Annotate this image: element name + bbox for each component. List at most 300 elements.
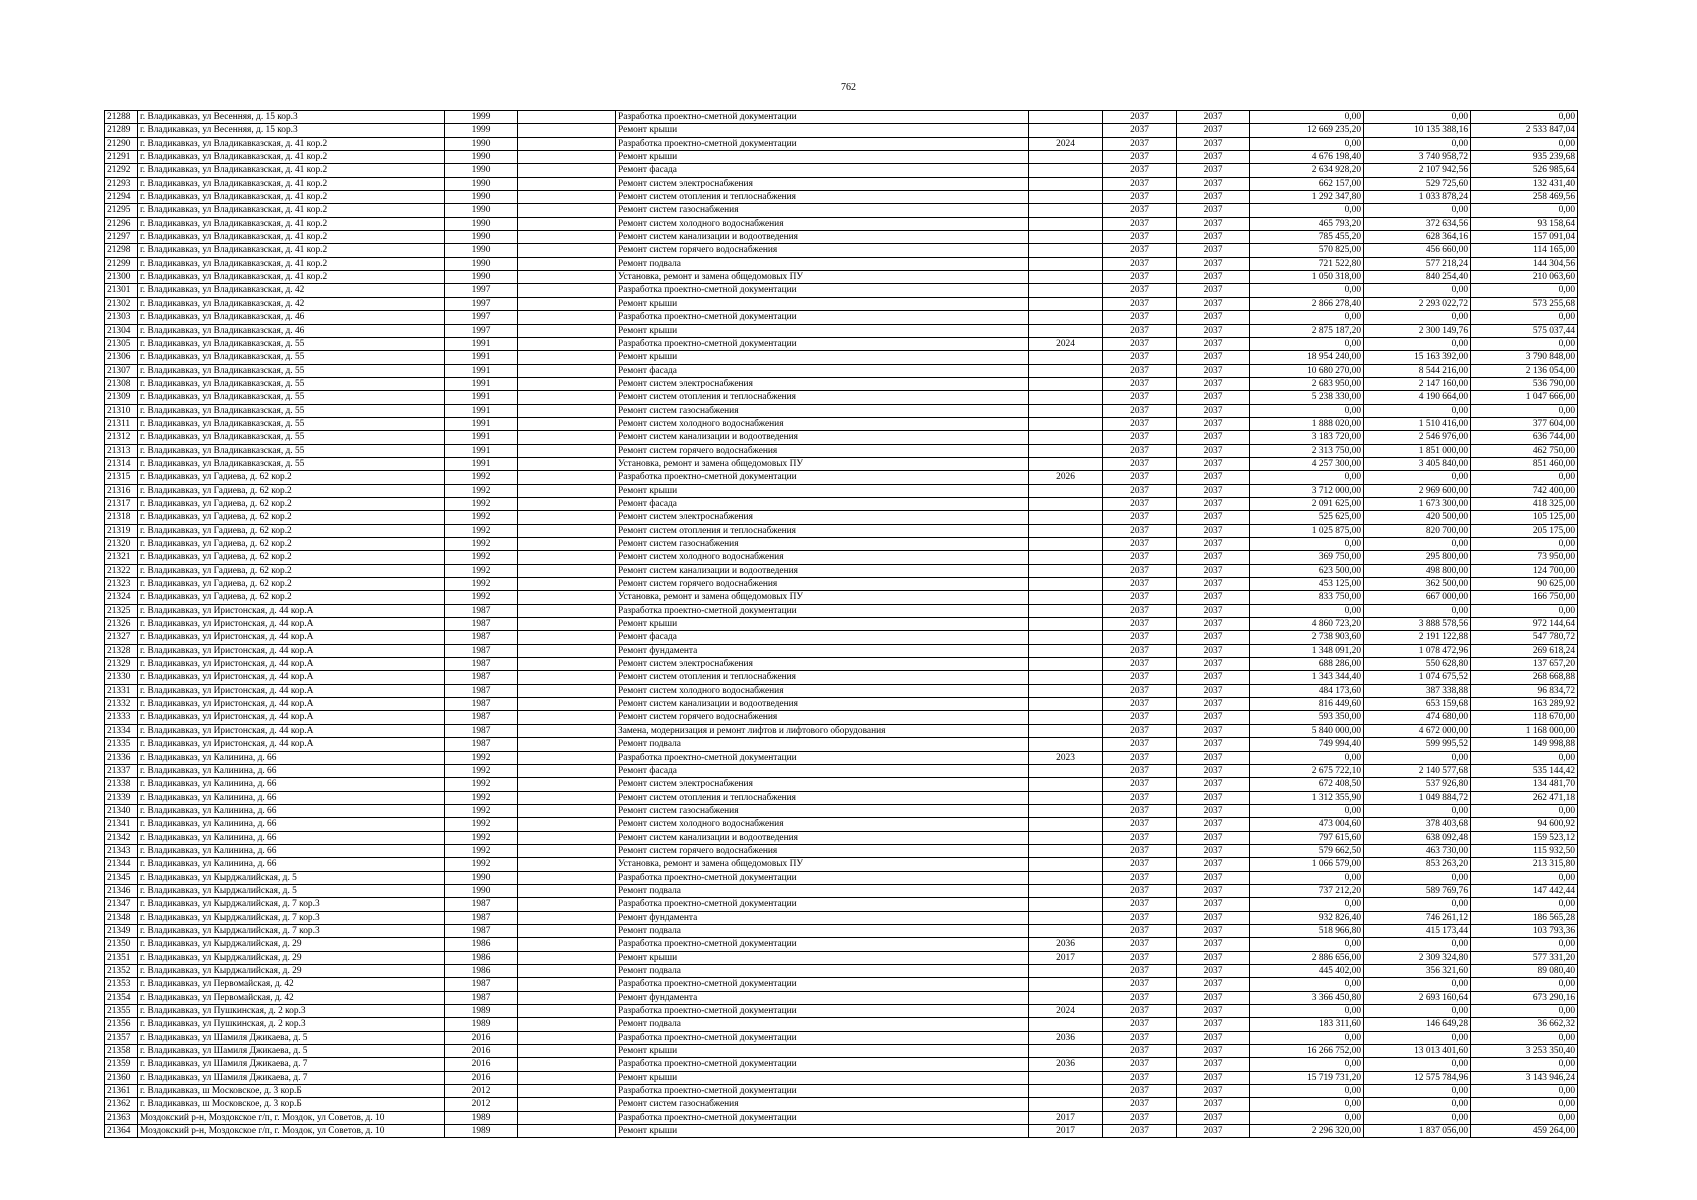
owner-share-cell: 258 469,56 <box>1471 191 1578 204</box>
work-type-cell: Разработка проектно-сметной документации <box>616 1005 1029 1018</box>
fund-share-cell: 378 403,68 <box>1364 818 1471 831</box>
table-row <box>105 431 1578 444</box>
table-row <box>105 111 1578 124</box>
end-year-cell: 2037 <box>1177 764 1250 777</box>
work-type-cell: Ремонт систем канализации и водоотведения <box>616 431 1029 444</box>
planned-year-cell <box>1029 924 1103 937</box>
owner-share-cell: 103 793,36 <box>1471 924 1578 937</box>
address-cell: г. Владикавказ, ул Владикавказская, д. 41 кор.2 <box>138 137 445 150</box>
total-cost-cell: 570 825,00 <box>1250 244 1364 257</box>
planned-year-cell <box>1029 1085 1103 1098</box>
fund-share-cell: 0,00 <box>1364 1005 1471 1018</box>
address-cell: г. Владикавказ, ул Иристонская, д. 44 кор.А <box>138 604 445 617</box>
table-row <box>105 297 1578 310</box>
work-type-cell: Разработка проектно-сметной документации <box>616 137 1029 150</box>
owner-share-cell: 0,00 <box>1471 404 1578 417</box>
address-cell: г. Владикавказ, ул Кырджалийская, д. 5 <box>138 871 445 884</box>
row-number: 21293 <box>105 177 138 190</box>
fund-share-cell: 2 693 160,64 <box>1364 991 1471 1004</box>
owner-share-cell: 166 750,00 <box>1471 591 1578 604</box>
empty-cell <box>518 698 616 711</box>
owner-share-cell: 0,00 <box>1471 871 1578 884</box>
row-number: 21301 <box>105 284 138 297</box>
row-number: 21315 <box>105 471 138 484</box>
total-cost-cell: 2 738 903,60 <box>1250 631 1364 644</box>
row-number: 21340 <box>105 804 138 817</box>
table-row <box>105 938 1578 951</box>
row-number: 21289 <box>105 124 138 137</box>
address-cell: г. Владикавказ, ул Владикавказская, д. 41 кор.2 <box>138 164 445 177</box>
start-year-cell: 2037 <box>1103 911 1177 924</box>
year-built-cell: 2016 <box>445 1031 518 1044</box>
planned-year-cell <box>1029 111 1103 124</box>
start-year-cell: 2037 <box>1103 111 1177 124</box>
empty-cell <box>518 578 616 591</box>
end-year-cell: 2037 <box>1177 151 1250 164</box>
start-year-cell: 2037 <box>1103 137 1177 150</box>
row-number: 21308 <box>105 377 138 390</box>
fund-share-cell: 8 544 216,00 <box>1364 364 1471 377</box>
address-cell: г. Владикавказ, ул Калинина, д. 66 <box>138 804 445 817</box>
table-row <box>105 364 1578 377</box>
year-built-cell: 1987 <box>445 911 518 924</box>
start-year-cell: 2037 <box>1103 858 1177 871</box>
end-year-cell: 2037 <box>1177 791 1250 804</box>
year-built-cell: 1992 <box>445 538 518 551</box>
fund-share-cell: 820 700,00 <box>1364 524 1471 537</box>
year-built-cell: 1987 <box>445 631 518 644</box>
capital-repair-table <box>104 110 1578 1138</box>
row-number: 21297 <box>105 231 138 244</box>
year-built-cell: 1986 <box>445 951 518 964</box>
start-year-cell: 2037 <box>1103 924 1177 937</box>
address-cell: г. Владикавказ, ул Иристонская, д. 44 кор.А <box>138 724 445 737</box>
empty-cell <box>518 444 616 457</box>
table-row <box>105 457 1578 470</box>
table-row <box>105 164 1578 177</box>
end-year-cell: 2037 <box>1177 177 1250 190</box>
start-year-cell: 2037 <box>1103 257 1177 270</box>
owner-share-cell: 0,00 <box>1471 111 1578 124</box>
address-cell: г. Владикавказ, ул Владикавказская, д. 55 <box>138 404 445 417</box>
end-year-cell: 2037 <box>1177 1058 1250 1071</box>
address-cell: г. Владикавказ, ул Калинина, д. 66 <box>138 778 445 791</box>
work-type-cell: Ремонт фасада <box>616 364 1029 377</box>
table-row <box>105 738 1578 751</box>
row-number: 21292 <box>105 164 138 177</box>
work-type-cell: Ремонт систем холодного водоснабжения <box>616 217 1029 230</box>
work-type-cell: Ремонт крыши <box>616 351 1029 364</box>
fund-share-cell: 474 680,00 <box>1364 711 1471 724</box>
total-cost-cell: 2 683 950,00 <box>1250 377 1364 390</box>
start-year-cell: 2037 <box>1103 1125 1177 1138</box>
address-cell: г. Владикавказ, ул Владикавказская, д. 46 <box>138 311 445 324</box>
table-row <box>105 1031 1578 1044</box>
row-number: 21319 <box>105 524 138 537</box>
table-row <box>105 244 1578 257</box>
address-cell: г. Владикавказ, ул Гадиева, д. 62 кор.2 <box>138 497 445 510</box>
row-number: 21304 <box>105 324 138 337</box>
address-cell: г. Владикавказ, ул Владикавказская, д. 41 кор.2 <box>138 151 445 164</box>
row-number: 21338 <box>105 778 138 791</box>
work-type-cell: Ремонт подвала <box>616 1018 1029 1031</box>
empty-cell <box>518 818 616 831</box>
end-year-cell: 2037 <box>1177 965 1250 978</box>
planned-year-cell <box>1029 844 1103 857</box>
table-row <box>105 257 1578 270</box>
planned-year-cell: 2017 <box>1029 1111 1103 1124</box>
table-row <box>105 497 1578 510</box>
empty-cell <box>518 511 616 524</box>
start-year-cell: 2037 <box>1103 951 1177 964</box>
total-cost-cell: 4 860 723,20 <box>1250 618 1364 631</box>
work-type-cell: Ремонт систем электроснабжения <box>616 177 1029 190</box>
address-cell: г. Владикавказ, ул Владикавказская, д. 42 <box>138 284 445 297</box>
fund-share-cell: 529 725,60 <box>1364 177 1471 190</box>
end-year-cell: 2037 <box>1177 111 1250 124</box>
start-year-cell: 2037 <box>1103 364 1177 377</box>
fund-share-cell: 0,00 <box>1364 978 1471 991</box>
row-number: 21296 <box>105 217 138 230</box>
fund-share-cell: 146 649,28 <box>1364 1018 1471 1031</box>
empty-cell <box>518 1005 616 1018</box>
year-built-cell: 1990 <box>445 204 518 217</box>
fund-share-cell: 2 546 976,00 <box>1364 431 1471 444</box>
row-number: 21349 <box>105 924 138 937</box>
empty-cell <box>518 831 616 844</box>
owner-share-cell: 268 668,88 <box>1471 671 1578 684</box>
start-year-cell: 2037 <box>1103 191 1177 204</box>
owner-share-cell: 577 331,20 <box>1471 951 1578 964</box>
empty-cell <box>518 364 616 377</box>
empty-cell <box>518 898 616 911</box>
empty-cell <box>518 684 616 697</box>
address-cell: г. Владикавказ, ул Иристонская, д. 44 кор.А <box>138 658 445 671</box>
planned-year-cell: 2024 <box>1029 137 1103 150</box>
address-cell: г. Владикавказ, ул Первомайская, д. 42 <box>138 978 445 991</box>
row-number: 21327 <box>105 631 138 644</box>
work-type-cell: Ремонт фундамента <box>616 991 1029 1004</box>
start-year-cell: 2037 <box>1103 604 1177 617</box>
empty-cell <box>518 778 616 791</box>
work-type-cell: Ремонт систем электроснабжения <box>616 778 1029 791</box>
row-number: 21309 <box>105 391 138 404</box>
fund-share-cell: 0,00 <box>1364 871 1471 884</box>
table-row <box>105 831 1578 844</box>
planned-year-cell <box>1029 738 1103 751</box>
start-year-cell: 2037 <box>1103 511 1177 524</box>
work-type-cell: Ремонт систем электроснабжения <box>616 658 1029 671</box>
planned-year-cell: 2017 <box>1029 1125 1103 1138</box>
planned-year-cell <box>1029 1098 1103 1111</box>
fund-share-cell: 0,00 <box>1364 1031 1471 1044</box>
table-row <box>105 1071 1578 1084</box>
end-year-cell: 2037 <box>1177 778 1250 791</box>
address-cell: г. Владикавказ, ул Иристонская, д. 44 кор.А <box>138 711 445 724</box>
end-year-cell: 2037 <box>1177 711 1250 724</box>
total-cost-cell: 183 311,60 <box>1250 1018 1364 1031</box>
end-year-cell: 2037 <box>1177 1005 1250 1018</box>
owner-share-cell: 636 744,00 <box>1471 431 1578 444</box>
empty-cell <box>518 431 616 444</box>
total-cost-cell: 0,00 <box>1250 871 1364 884</box>
table-row <box>105 898 1578 911</box>
total-cost-cell: 0,00 <box>1250 1111 1364 1124</box>
year-built-cell: 2012 <box>445 1085 518 1098</box>
planned-year-cell <box>1029 724 1103 737</box>
owner-share-cell: 0,00 <box>1471 1005 1578 1018</box>
fund-share-cell: 12 575 784,96 <box>1364 1071 1471 1084</box>
row-number: 21326 <box>105 618 138 631</box>
empty-cell <box>518 177 616 190</box>
total-cost-cell: 0,00 <box>1250 804 1364 817</box>
total-cost-cell: 0,00 <box>1250 604 1364 617</box>
year-built-cell: 1992 <box>445 524 518 537</box>
row-number: 21342 <box>105 831 138 844</box>
total-cost-cell: 518 966,80 <box>1250 924 1364 937</box>
fund-share-cell: 1 851 000,00 <box>1364 444 1471 457</box>
fund-share-cell: 498 800,00 <box>1364 564 1471 577</box>
work-type-cell: Ремонт систем отопления и теплоснабжения <box>616 671 1029 684</box>
year-built-cell: 1987 <box>445 684 518 697</box>
table-row <box>105 924 1578 937</box>
fund-share-cell: 0,00 <box>1364 1085 1471 1098</box>
start-year-cell: 2037 <box>1103 551 1177 564</box>
planned-year-cell: 2026 <box>1029 471 1103 484</box>
total-cost-cell: 688 286,00 <box>1250 658 1364 671</box>
empty-cell <box>518 137 616 150</box>
row-number: 21355 <box>105 1005 138 1018</box>
year-built-cell: 1992 <box>445 844 518 857</box>
total-cost-cell: 16 266 752,00 <box>1250 1045 1364 1058</box>
page-number: 762 <box>841 82 856 93</box>
work-type-cell: Разработка проектно-сметной документации <box>616 1111 1029 1124</box>
year-built-cell: 1992 <box>445 551 518 564</box>
year-built-cell: 1992 <box>445 764 518 777</box>
row-number: 21298 <box>105 244 138 257</box>
end-year-cell: 2037 <box>1177 938 1250 951</box>
owner-share-cell: 0,00 <box>1471 751 1578 764</box>
empty-cell <box>518 151 616 164</box>
owner-share-cell: 124 700,00 <box>1471 564 1578 577</box>
work-type-cell: Ремонт систем отопления и теплоснабжения <box>616 524 1029 537</box>
row-number: 21356 <box>105 1018 138 1031</box>
work-type-cell: Ремонт крыши <box>616 1071 1029 1084</box>
total-cost-cell: 2 296 320,00 <box>1250 1125 1364 1138</box>
year-built-cell: 1992 <box>445 591 518 604</box>
end-year-cell: 2037 <box>1177 204 1250 217</box>
year-built-cell: 1990 <box>445 217 518 230</box>
fund-share-cell: 415 173,44 <box>1364 924 1471 937</box>
total-cost-cell: 0,00 <box>1250 111 1364 124</box>
start-year-cell: 2037 <box>1103 417 1177 430</box>
address-cell: Моздокский р-н, Моздокское г/п, г. Моздок, ул Советов, д. 10 <box>138 1111 445 1124</box>
table-row <box>105 417 1578 430</box>
year-built-cell: 1987 <box>445 711 518 724</box>
total-cost-cell: 12 669 235,20 <box>1250 124 1364 137</box>
empty-cell <box>518 111 616 124</box>
planned-year-cell <box>1029 831 1103 844</box>
row-number: 21330 <box>105 671 138 684</box>
year-built-cell: 1987 <box>445 658 518 671</box>
row-number: 21303 <box>105 311 138 324</box>
empty-cell <box>518 297 616 310</box>
fund-share-cell: 1 510 416,00 <box>1364 417 1471 430</box>
row-number: 21320 <box>105 538 138 551</box>
planned-year-cell <box>1029 284 1103 297</box>
row-number: 21344 <box>105 858 138 871</box>
row-number: 21347 <box>105 898 138 911</box>
work-type-cell: Разработка проектно-сметной документации <box>616 978 1029 991</box>
fund-share-cell: 577 218,24 <box>1364 257 1471 270</box>
empty-cell <box>518 217 616 230</box>
fund-share-cell: 746 261,12 <box>1364 911 1471 924</box>
total-cost-cell: 2 675 722,10 <box>1250 764 1364 777</box>
owner-share-cell: 418 325,00 <box>1471 497 1578 510</box>
row-number: 21329 <box>105 658 138 671</box>
planned-year-cell <box>1029 311 1103 324</box>
work-type-cell: Ремонт фундамента <box>616 644 1029 657</box>
work-type-cell: Установка, ремонт и замена общедомовых ПУ <box>616 271 1029 284</box>
planned-year-cell: 2024 <box>1029 337 1103 350</box>
empty-cell <box>518 417 616 430</box>
address-cell: г. Владикавказ, ул Кырджалийская, д. 7 кор.3 <box>138 924 445 937</box>
owner-share-cell: 575 037,44 <box>1471 324 1578 337</box>
start-year-cell: 2037 <box>1103 497 1177 510</box>
fund-share-cell: 0,00 <box>1364 204 1471 217</box>
row-number: 21325 <box>105 604 138 617</box>
empty-cell <box>518 965 616 978</box>
end-year-cell: 2037 <box>1177 618 1250 631</box>
start-year-cell: 2037 <box>1103 564 1177 577</box>
year-built-cell: 1997 <box>445 324 518 337</box>
address-cell: г. Владикавказ, ул Калинина, д. 66 <box>138 831 445 844</box>
address-cell: г. Владикавказ, ул Гадиева, д. 62 кор.2 <box>138 524 445 537</box>
start-year-cell: 2037 <box>1103 1098 1177 1111</box>
total-cost-cell: 0,00 <box>1250 137 1364 150</box>
end-year-cell: 2037 <box>1177 164 1250 177</box>
work-type-cell: Ремонт систем канализации и водоотведения <box>616 564 1029 577</box>
address-cell: г. Владикавказ, ул Владикавказская, д. 55 <box>138 457 445 470</box>
year-built-cell: 1991 <box>445 337 518 350</box>
row-number: 21339 <box>105 791 138 804</box>
empty-cell <box>518 231 616 244</box>
table-row <box>105 791 1578 804</box>
fund-share-cell: 295 800,00 <box>1364 551 1471 564</box>
start-year-cell: 2037 <box>1103 938 1177 951</box>
start-year-cell: 2037 <box>1103 791 1177 804</box>
row-number: 21357 <box>105 1031 138 1044</box>
empty-cell <box>518 1085 616 1098</box>
empty-cell <box>518 1031 616 1044</box>
address-cell: г. Владикавказ, ул Гадиева, д. 62 кор.2 <box>138 511 445 524</box>
end-year-cell: 2037 <box>1177 578 1250 591</box>
total-cost-cell: 0,00 <box>1250 1005 1364 1018</box>
planned-year-cell <box>1029 497 1103 510</box>
fund-share-cell: 667 000,00 <box>1364 591 1471 604</box>
row-number: 21317 <box>105 497 138 510</box>
work-type-cell: Ремонт систем электроснабжения <box>616 377 1029 390</box>
row-number: 21363 <box>105 1111 138 1124</box>
table-row <box>105 991 1578 1004</box>
end-year-cell: 2037 <box>1177 644 1250 657</box>
table-row <box>105 604 1578 617</box>
total-cost-cell: 785 455,20 <box>1250 231 1364 244</box>
table-row <box>105 684 1578 697</box>
work-type-cell: Разработка проектно-сметной документации <box>616 604 1029 617</box>
fund-share-cell: 0,00 <box>1364 604 1471 617</box>
address-cell: г. Владикавказ, ул Владикавказская, д. 55 <box>138 444 445 457</box>
owner-share-cell: 147 442,44 <box>1471 884 1578 897</box>
planned-year-cell <box>1029 257 1103 270</box>
table-row <box>105 177 1578 190</box>
empty-cell <box>518 1018 616 1031</box>
address-cell: г. Владикавказ, ул Калинина, д. 66 <box>138 858 445 871</box>
fund-share-cell: 1 074 675,52 <box>1364 671 1471 684</box>
fund-share-cell: 13 013 401,60 <box>1364 1045 1471 1058</box>
address-cell: г. Владикавказ, ул Владикавказская, д. 41 кор.2 <box>138 204 445 217</box>
address-cell: г. Владикавказ, ул Владикавказская, д. 41 кор.2 <box>138 191 445 204</box>
start-year-cell: 2037 <box>1103 1045 1177 1058</box>
row-number: 21335 <box>105 738 138 751</box>
start-year-cell: 2037 <box>1103 751 1177 764</box>
owner-share-cell: 0,00 <box>1471 204 1578 217</box>
empty-cell <box>518 324 616 337</box>
address-cell: г. Владикавказ, ул Иристонская, д. 44 кор.А <box>138 698 445 711</box>
year-built-cell: 1992 <box>445 778 518 791</box>
start-year-cell: 2037 <box>1103 337 1177 350</box>
table-row <box>105 551 1578 564</box>
table-row <box>105 951 1578 964</box>
year-built-cell: 1987 <box>445 738 518 751</box>
year-built-cell: 1990 <box>445 884 518 897</box>
owner-share-cell: 673 290,16 <box>1471 991 1578 1004</box>
total-cost-cell: 1 050 318,00 <box>1250 271 1364 284</box>
empty-cell <box>518 257 616 270</box>
planned-year-cell <box>1029 444 1103 457</box>
total-cost-cell: 0,00 <box>1250 978 1364 991</box>
work-type-cell: Ремонт крыши <box>616 124 1029 137</box>
work-type-cell: Ремонт систем горячего водоснабжения <box>616 844 1029 857</box>
row-number: 21348 <box>105 911 138 924</box>
owner-share-cell: 94 600,92 <box>1471 818 1578 831</box>
owner-share-cell: 3 143 946,24 <box>1471 1071 1578 1084</box>
work-type-cell: Ремонт фасада <box>616 497 1029 510</box>
year-built-cell: 1990 <box>445 191 518 204</box>
work-type-cell: Ремонт систем горячего водоснабжения <box>616 444 1029 457</box>
fund-share-cell: 2 191 122,88 <box>1364 631 1471 644</box>
work-type-cell: Ремонт систем горячего водоснабжения <box>616 578 1029 591</box>
owner-share-cell: 213 315,80 <box>1471 858 1578 871</box>
planned-year-cell <box>1029 177 1103 190</box>
table-row <box>105 124 1578 137</box>
owner-share-cell: 0,00 <box>1471 1031 1578 1044</box>
table-row <box>105 204 1578 217</box>
owner-share-cell: 134 481,70 <box>1471 778 1578 791</box>
year-built-cell: 2016 <box>445 1045 518 1058</box>
address-cell: г. Владикавказ, ул Гадиева, д. 62 кор.2 <box>138 551 445 564</box>
owner-share-cell: 851 460,00 <box>1471 457 1578 470</box>
end-year-cell: 2037 <box>1177 991 1250 1004</box>
row-number: 21346 <box>105 884 138 897</box>
planned-year-cell <box>1029 364 1103 377</box>
fund-share-cell: 0,00 <box>1364 111 1471 124</box>
fund-share-cell: 537 926,80 <box>1364 778 1471 791</box>
total-cost-cell: 465 793,20 <box>1250 217 1364 230</box>
year-built-cell: 1990 <box>445 271 518 284</box>
owner-share-cell: 3 253 350,40 <box>1471 1045 1578 1058</box>
fund-share-cell: 0,00 <box>1364 898 1471 911</box>
